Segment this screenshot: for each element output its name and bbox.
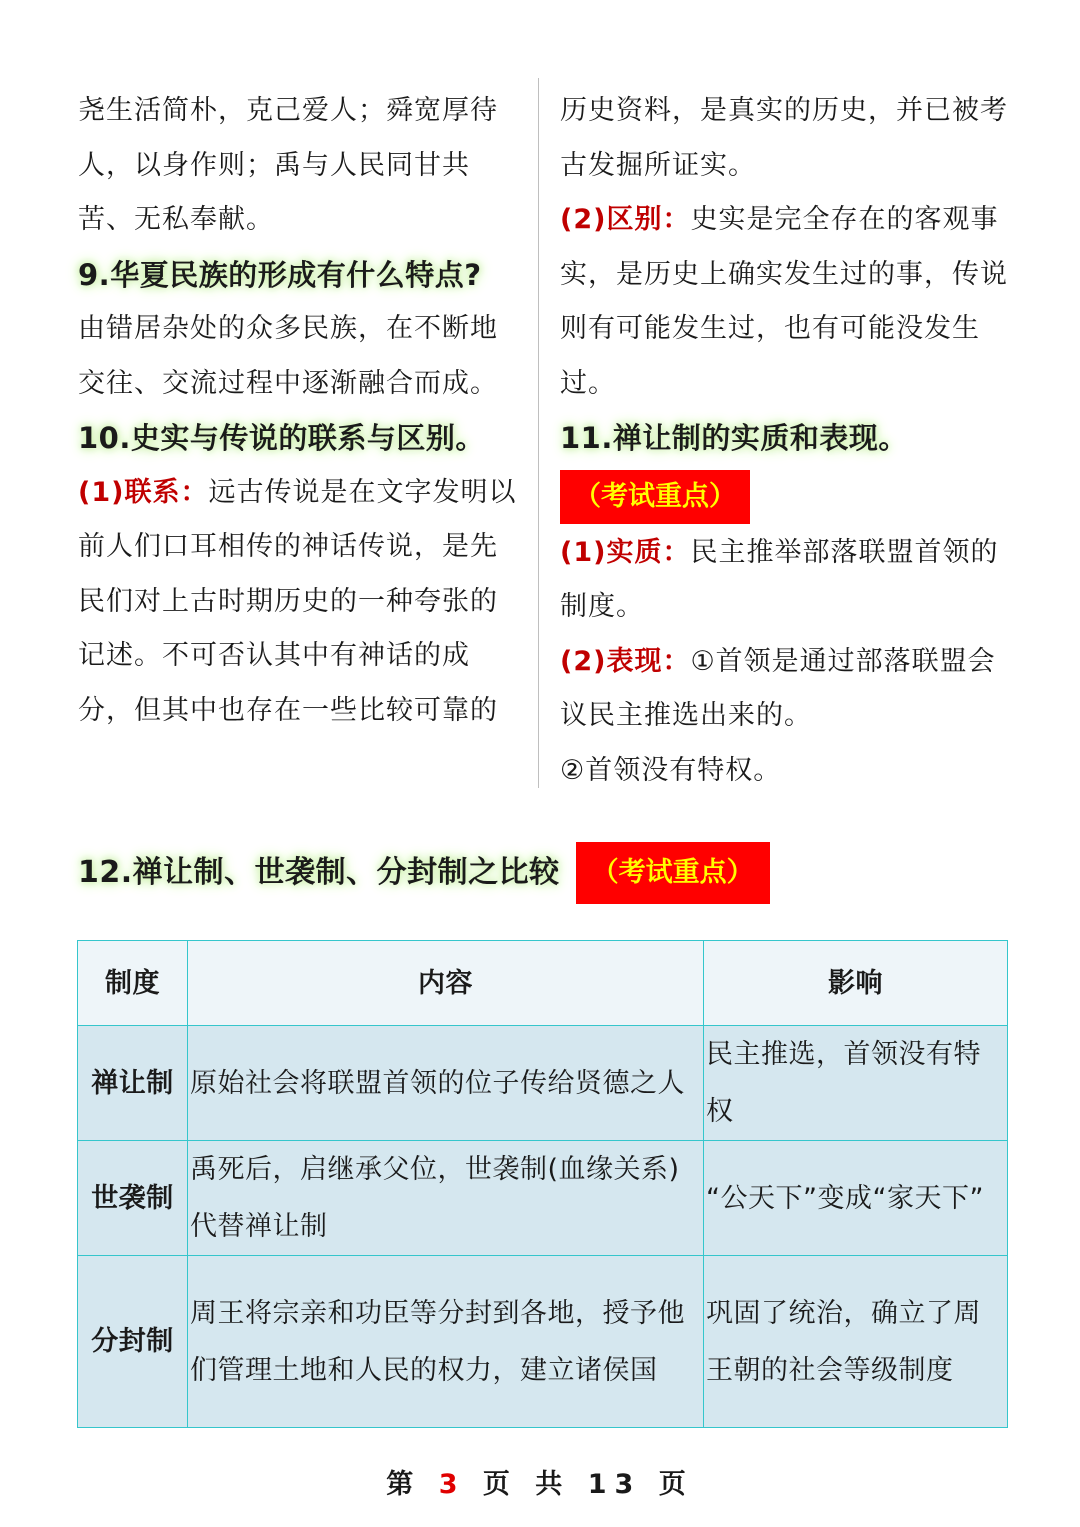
text-connection: 远古传说是在文字发明以前人们口耳相传的神话传说，是先民们对上古时期历史的一种夸张的记述。不可否认其中有神话的成分，但其中也存在一些比较可靠的 [78,476,517,726]
total-pages: 13 [587,1469,642,1500]
footer-middle: 页 共 [482,1469,571,1500]
label-difference: (2)区别： [560,204,691,235]
answer-11-essence [560,526,1010,635]
section-12-header [78,842,770,904]
exam-focus-badge: （考试重点） [576,842,770,904]
answer-10-connection [78,466,523,739]
right-column [560,84,1010,798]
footer-prefix: 第 [386,1469,422,1500]
cell-impact: 民主推选，首领没有特权 [704,1026,1008,1141]
column-divider [538,78,539,788]
footer-suffix: 页 [658,1469,694,1500]
question-9-heading: 9.华夏民族的形成有什么特点? [78,257,482,292]
header-impact: 影响 [704,941,1008,1026]
cell-impact: 巩固了统治，确立了周王朝的社会等级制度 [704,1256,1008,1428]
table-row [78,1141,1008,1256]
text-difference: 史实是完全存在的客观事实，是历史上确实发生过的事，传说则有可能发生过，也有可能没发生过。 [560,204,1008,399]
paragraph-continued: 历史资料，是真实的历史，并已被考古发掘所证实。 [560,95,1008,181]
header-content: 内容 [188,941,704,1026]
answer-11-no-privilege: ②首领没有特权。 [560,754,782,786]
text-essence: 民主推举部落联盟首领的制度。 [560,536,999,622]
answer-9: 由错居杂处的众多民族，在不断地交往、交流过程中逐渐融合而成。 [78,313,498,399]
left-column [78,84,523,738]
table-row [78,1256,1008,1428]
question-10-heading: 10.史实与传说的联系与区别。 [78,421,485,455]
cell-system: 禅让制 [78,1026,188,1141]
answer-10-difference [560,193,1010,411]
question-11-heading: 11.禅让制的实质和表现。 [560,421,908,455]
cell-system: 世袭制 [78,1141,188,1256]
answer-11-manifestation [560,635,1010,744]
label-manifestation: (2)表现： [560,645,691,677]
text-manifestation: ①首领是通过部落联盟会议民主推选出来的。 [560,645,996,731]
cell-impact: “公天下”变成“家天下” [704,1141,1008,1256]
table-row [78,1026,1008,1141]
cell-content: 原始社会将联盟首领的位子传给贤德之人 [188,1026,704,1141]
label-connection: (1)联系： [78,476,209,508]
question-12-heading: 12.禅让制、世袭制、分封制之比较 [78,854,560,890]
cell-content: 禹死后，启继承父位，世袭制(血缘关系)代替禅让制 [188,1141,704,1256]
cell-system: 分封制 [78,1256,188,1428]
header-system: 制度 [78,941,188,1026]
exam-focus-badge: （考试重点） [560,470,750,524]
page-footer [0,1462,1080,1501]
current-page-number: 3 [438,1469,466,1500]
paragraph-yao-shun-yu: 尧生活简朴，克己爱人；舜宽厚待人，以身作则；禹与人民同甘共苦、无私奉献。 [78,95,498,235]
cell-content: 周王将宗亲和功臣等分封到各地，授予他们管理土地和人民的权力，建立诸侯国 [188,1256,704,1428]
label-essence: (1)实质： [560,536,691,568]
comparison-table [77,940,1008,1428]
table-header-row [78,941,1008,1026]
